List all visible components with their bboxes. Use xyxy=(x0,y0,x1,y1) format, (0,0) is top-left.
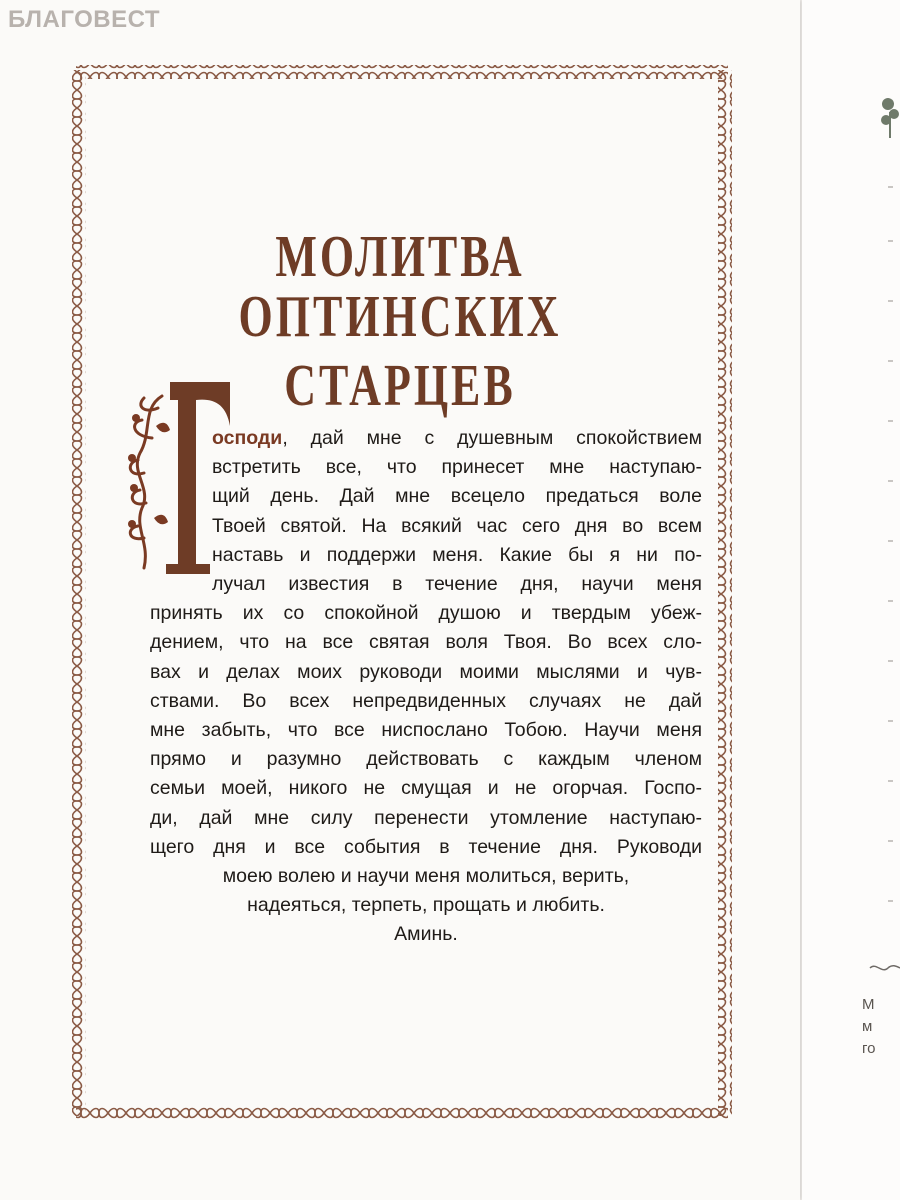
frame-top-border xyxy=(76,65,728,79)
prayer-line: ди, дай мне силу перенести утомление наступаю- xyxy=(150,806,702,829)
adjacent-text-fragment: м xyxy=(862,1018,873,1035)
prayer-line: осподи, дай мне с душевным спокойствием xyxy=(212,427,702,449)
title-line-1: МОЛИТВА xyxy=(275,223,525,290)
prayer-line: надеяться, терпеть, прощать и любить. xyxy=(247,894,605,917)
adjacent-text-fragment: го xyxy=(862,1040,876,1057)
prayer-line: прямо и разумно действовать с каждым членом xyxy=(150,748,702,771)
prayer-line: дением, что на все святая воля Твоя. Во всех сло- xyxy=(150,631,702,654)
title-line-2: ОПТИНСКИХ СТАРЦЕВ xyxy=(238,283,562,419)
adjacent-text-fragment: М xyxy=(862,996,875,1013)
dropcap-letter: Г xyxy=(122,378,123,379)
prayer-line: принять их со спокойной душою и твердым убеж- xyxy=(150,602,702,625)
prayer-line: щий день. Дай мне всецело предаться воле xyxy=(212,485,702,508)
prayer-line: мне забыть, что все ниспослано Тобою. Научи меня xyxy=(150,719,702,742)
watermark: БЛАГОВЕСТ xyxy=(8,6,161,33)
frame-bottom-border xyxy=(76,1106,728,1120)
prayer-line: встретить все, что принесет мне наступаю- xyxy=(212,456,702,479)
prayer-line: щего дня и все события в течение дня. Руководи xyxy=(150,835,702,858)
prayer-line: моею волею и научи меня молиться, верить, xyxy=(222,865,630,888)
prayer-text xyxy=(150,424,702,950)
prayer-line: семьи моей, никого не смущая и не огорчая. Госпо- xyxy=(150,777,702,800)
frame-left-border xyxy=(72,70,86,1116)
first-word: осподи xyxy=(212,427,283,449)
prayer-line: Твоей святой. На всякий час сего дня во всем xyxy=(212,514,702,537)
prayer-line: наставь и поддержи меня. Какие бы я ни по- xyxy=(212,543,702,566)
prayer-line: ствами. Во всех непредвиденных случаях не дай xyxy=(150,689,702,712)
prayer-line: вах и делах моих руководи моими мыслями и чув- xyxy=(150,660,702,683)
adjacent-page-ornament xyxy=(868,960,900,976)
prayer-line: лучал известия в течение дня, научи меня xyxy=(212,573,702,596)
adjacent-page-lines xyxy=(802,0,900,1200)
amen-line: Аминь. xyxy=(394,923,458,946)
frame-right-border xyxy=(718,70,732,1116)
